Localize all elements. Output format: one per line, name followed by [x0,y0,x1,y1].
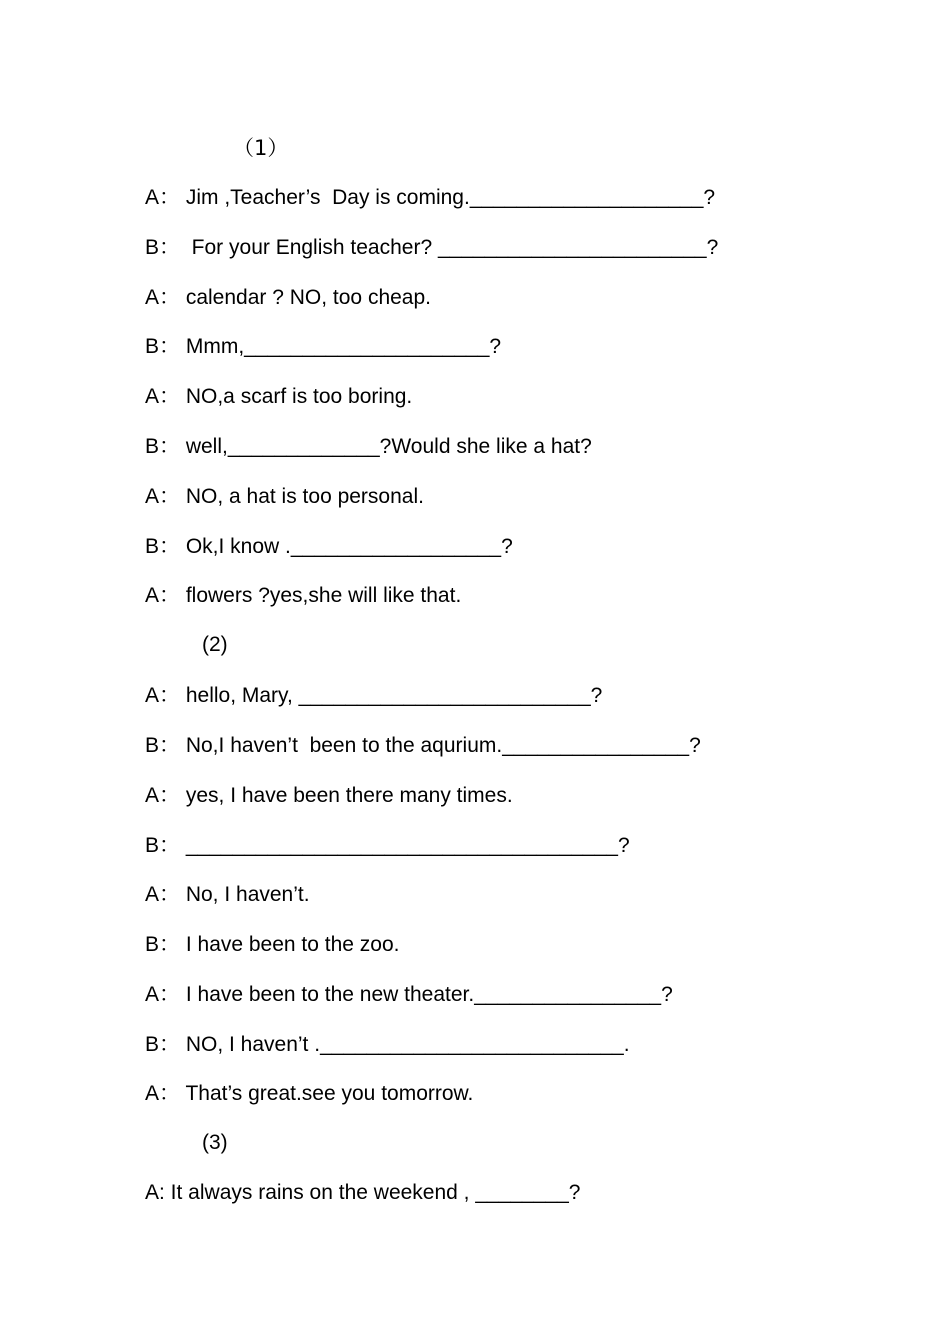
dialogue-line: B： Mmm,_____________________? [145,335,502,358]
dialogue-line: A： NO,a scarf is too boring. [145,385,413,408]
dialogue-line: A： flowers ?yes,she will like that. [145,584,462,607]
dialogue-line: B： _____________________________________? [145,834,630,857]
dialogue-line: A： yes, I have been there many times. [145,784,513,807]
dialogue-line: B： Ok,I know .__________________? [145,535,513,558]
dialogue-line: A： Jim ,Teacher’s Day is coming.____________________? [145,186,716,209]
dialogue-line: A： hello, Mary, _________________________? [145,684,603,707]
dialogue-line: A： That’s great.see you tomorrow. [145,1082,474,1105]
dialogue-line: B： NO, I haven’t .__________________________. [145,1033,630,1056]
dialogue-line: A： calendar ? NO, too cheap. [145,286,431,309]
section-heading: (2) [202,633,228,656]
dialogue-line: B： I have been to the zoo. [145,933,400,956]
dialogue-line: A： I have been to the new theater.________________? [145,983,673,1006]
dialogue-line: A： NO, a hat is too personal. [145,485,424,508]
dialogue-line: A: It always rains on the weekend , ________? [145,1181,581,1204]
dialogue-line: B： well,_____________?Would she like a hat? [145,435,592,458]
dialogue-line: B： For your English teacher? _______________________? [145,236,719,259]
section-heading: （1） [233,136,289,160]
dialogue-line: B： No,I haven’t been to the aqurium.________________? [145,734,701,757]
section-heading: (3) [202,1131,228,1154]
dialogue-line: A： No, I haven’t. [145,883,310,906]
